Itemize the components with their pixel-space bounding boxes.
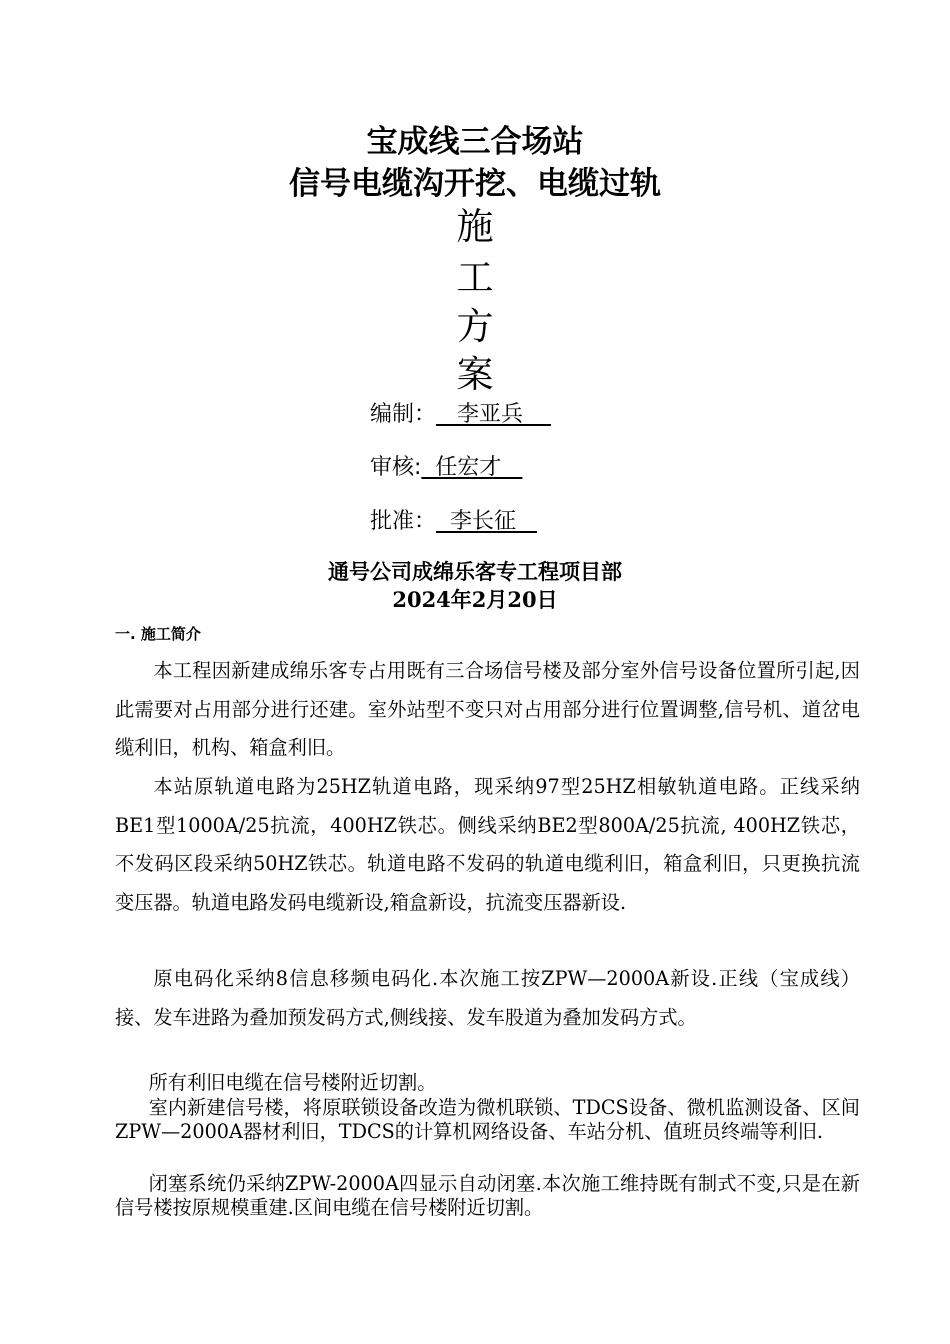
title-vertical-char: 工 bbox=[456, 256, 494, 299]
document-title-line1: 宝成线三合场站 bbox=[366, 124, 584, 160]
signature-reviewed-by bbox=[370, 450, 522, 481]
body-paragraph: 闭塞系统仍采纳ZPW-2000A四显示自动闭塞.本次施工维持既有制式不变,只是在新信号楼按原规模重建.区间电缆在信号楼附近切割。 bbox=[115, 1172, 860, 1219]
body-paragraph: 本工程因新建成绵乐客专占用既有三合场信号楼及部分室外信号设备位置所引起,因此需要对占用部分进行还建。室外站型不变只对占用部分进行位置调整,信号机、道岔电缆利旧，机构、箱盒利旧。 bbox=[115, 659, 860, 759]
body-paragraph: 室内新建信号楼，将原联锁设备改造为微机联锁、TDCS设备、微机监测设备、区间ZPW—2000A器材利旧，TDCS的计算机网络设备、车站分机、值班员终端等利旧. bbox=[115, 1096, 860, 1143]
signature-approved-by bbox=[370, 504, 537, 535]
document-title-line2: 信号电缆沟开挖、电缆过轨 bbox=[289, 166, 661, 202]
signature-label: 编制： bbox=[370, 402, 437, 427]
organization-name: 通号公司成绵乐客专工程项目部 bbox=[328, 559, 622, 584]
signature-label: 批准： bbox=[370, 509, 437, 534]
signature-value: 李长征 bbox=[436, 509, 537, 534]
title-vertical-char: 方 bbox=[456, 305, 494, 348]
signature-compiled-by bbox=[370, 397, 551, 428]
title-vertical-char: 案 bbox=[456, 353, 494, 396]
body-paragraph: 原电码化采纳8信息移频电码化.本次施工按ZPW—2000A新设.正线（宝成线）接、发车进路为叠加预发码方式,侧线接、发车股道为叠加发码方式。 bbox=[115, 967, 860, 1029]
body-paragraph: 所有利旧电缆在信号楼附近切割。 bbox=[148, 1071, 437, 1094]
signature-label: 审核: bbox=[370, 455, 422, 480]
signature-value: 任宏才 bbox=[421, 455, 523, 480]
title-vertical-char: 施 bbox=[456, 205, 494, 248]
document-date: 2024年2月20日 bbox=[392, 587, 558, 612]
body-paragraph: 本站原轨道电路为25HZ轨道电路，现采纳97型25HZ相敏轨道电路。正线采纳BE1型1000A/25抗流，400HZ铁芯。侧线采纳BE2型800A/25抗流, 400HZ铁芯，不发码区段采纳50HZ铁芯。轨道电路不发码的轨道电缆利旧，箱盒利旧，只更换抗流变压器。轨道电路发码电缆新设,箱盒新设，抗流变压器新设. bbox=[115, 775, 860, 914]
section-heading: 一. 施工简介 bbox=[115, 625, 201, 643]
signature-value: 李亚兵 bbox=[436, 402, 551, 427]
